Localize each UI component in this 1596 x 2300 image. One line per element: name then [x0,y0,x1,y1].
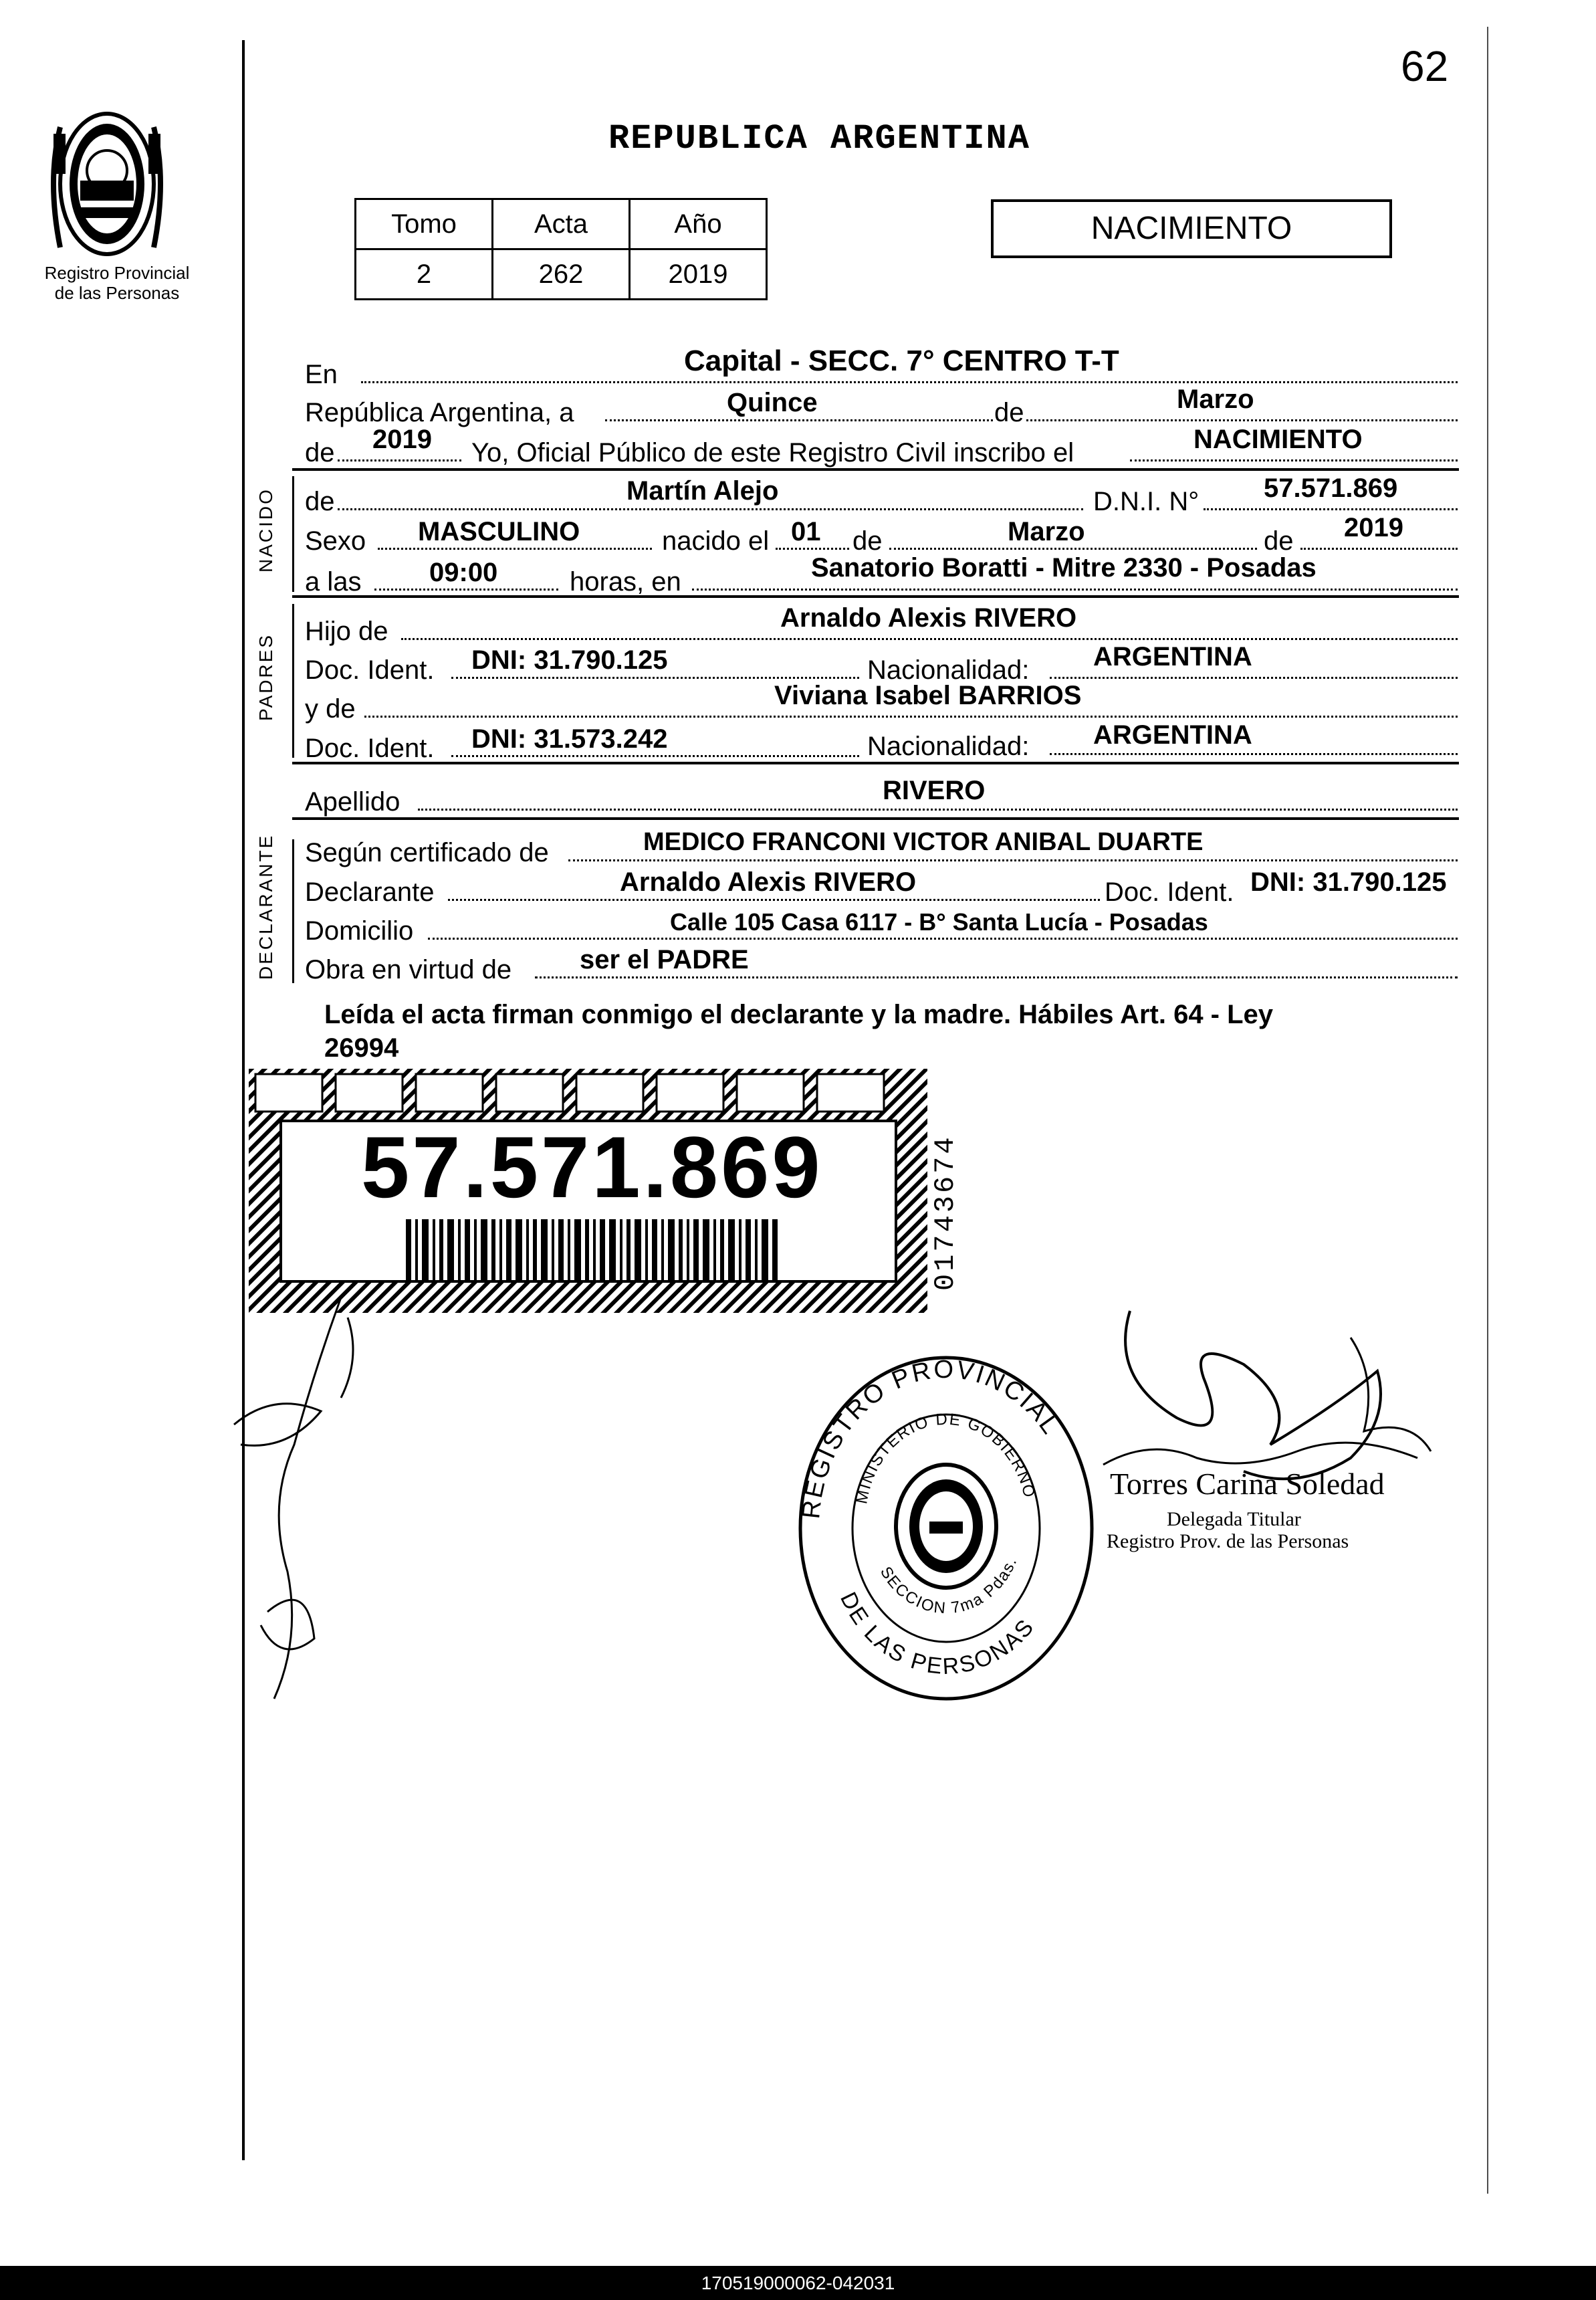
place-dots [692,589,1458,591]
signature-name: Torres Carina Soledad [1110,1467,1385,1501]
child-name: Martín Alejo [626,476,779,506]
signature-title: Delegada Titular [1167,1508,1301,1530]
table-header-acta: Acta [493,199,630,249]
year-value: 2019 [372,425,432,454]
logo-caption-line2: de las Personas [54,283,180,303]
obra-dots [535,976,1458,978]
child-dni: 57.571.869 [1264,474,1398,503]
father-name: Arnaldo Alexis RIVERO [780,603,1077,633]
sticker-barcode [406,1219,780,1283]
apellido-dots [418,809,1458,811]
sexo-value: MASCULINO [418,517,580,546]
segun-label: Según certificado de [305,838,549,867]
mother-doc-label: Doc. Ident. [305,734,435,763]
birth-month-dots [889,548,1257,550]
day-value: Quince [727,388,818,417]
father-doc-label: Doc. Ident. [305,655,435,685]
declarante-doc: DNI: 31.790.125 [1250,867,1447,897]
republica-label: República Argentina, a [305,398,574,427]
table-header-tomo: Tomo [356,199,493,249]
year-dots [338,459,461,461]
separator-1 [292,468,1459,471]
svg-text:DE LAS PERSONAS: DE LAS PERSONAS [835,1588,1040,1680]
birth-year: 2019 [1344,513,1403,542]
mother-nac-dots [1050,753,1458,755]
en-label: En [305,360,338,389]
declarante-bracket [292,839,301,983]
birth-day: 01 [791,517,821,546]
month-value: Marzo [1177,385,1254,414]
svg-text:SECCION 7ma Pdas.: SECCION 7ma Pdas. [876,1554,1021,1618]
mother-nac-label: Nacionalidad: [867,732,1030,761]
mother-doc-dots [451,755,859,757]
dni-label: D.N.I. N° [1093,487,1200,516]
obra-label: Obra en virtud de [305,955,512,984]
margin-scribble [214,1291,368,1719]
separator-2 [292,595,1459,598]
sexo-dots [378,548,652,550]
inscribe-dots [1130,459,1458,461]
table-value-tomo: 2 [356,249,493,300]
mother-dots [364,716,1458,718]
father-nac-label: Nacionalidad: [867,655,1030,685]
a-las-label: a las [305,567,362,597]
father-nationality: ARGENTINA [1093,642,1252,671]
de-label: de [994,398,1024,427]
padres-section-label: PADRES [255,633,276,721]
dni-dots [1204,508,1458,510]
declarante-dots [448,899,1100,901]
cert-dots [568,859,1458,861]
sticker-serial: 01743674 [929,1134,961,1291]
declarante-doc-label: Doc. Ident. [1105,877,1234,907]
svg-text:MINISTERIO DE GOBIERNO: MINISTERIO DE GOBIERNO [852,1410,1039,1505]
table-header-anio: Año [630,199,767,249]
father-doc: DNI: 31.790.125 [471,645,668,675]
inscribe-value: NACIMIENTO [1193,425,1363,454]
apellido-value: RIVERO [883,776,986,805]
nacido-section-label: NACIDO [255,488,276,572]
separator-4 [292,817,1459,820]
padres-bracket [292,604,301,758]
sticker-number: 57.571.869 [361,1118,823,1216]
horas-label: horas, en [570,567,681,597]
register-table [354,198,768,300]
en-value: Capital - SECC. 7° CENTRO T-T [684,344,1119,377]
declarante-label: Declarante [305,877,435,907]
domicilio-label: Domicilio [305,916,414,946]
signature-office: Registro Prov. de las Personas [1107,1530,1349,1552]
mother-doc: DNI: 31.573.242 [471,724,668,754]
mother-name: Viviana Isabel BARRIOS [774,681,1082,710]
nacido-el-label: nacido el [662,526,770,556]
father-doc-dots [451,677,859,679]
nacido-de-label: de [305,487,335,516]
apellido-label: Apellido [305,787,401,817]
act-type-box: NACIMIENTO [991,199,1392,258]
mother-nationality: ARGENTINA [1093,720,1252,750]
separator-3 [292,762,1459,764]
birth-day-dots [776,548,849,550]
father-nac-dots [1050,677,1458,679]
father-dots [401,638,1458,640]
logo-caption-line1: Registro Provincial [44,263,190,283]
en-dots [361,381,1458,383]
table-value-anio: 2019 [630,249,767,300]
declarante-section-label: DECLARANTE [255,833,276,980]
birth-place: Sanatorio Boratti - Mitre 2330 - Posadas [811,553,1317,583]
de-label-2: de [305,438,335,467]
document-title: REPUBLICA ARGENTINA [608,119,1030,159]
nacido-bracket [292,476,301,592]
margin-line [242,40,245,2160]
table-value-acta: 262 [493,249,630,300]
y-de-label: y de [305,694,356,724]
logo-caption [20,263,214,303]
day-dots [605,419,993,421]
oficial-text: Yo, Oficial Público de este Registro Civil inscribo el [471,438,1074,467]
domicilio-dots [428,938,1458,940]
nacido-de-label-2: de [852,526,883,556]
page-number: 62 [1401,42,1449,90]
cert-value: MEDICO FRANCONI VICTOR ANIBAL DUARTE [643,828,1204,856]
right-edge-line [1487,27,1488,2194]
time-dots [374,589,558,591]
province-logo [40,100,174,268]
closing-text-2: 26994 [324,1033,399,1063]
closing-text-1: Leída el acta firman conmigo el declarante y la madre. Hábiles Art. 64 - Ley [324,1000,1274,1029]
declarante-name: Arnaldo Alexis RIVERO [620,867,917,897]
official-stamp [792,1351,1100,1705]
birth-month: Marzo [1008,517,1085,546]
birth-time: 09:00 [429,558,498,587]
sexo-label: Sexo [305,526,366,556]
svg-text:REGISTRO PROVINCIAL: REGISTRO PROVINCIAL [797,1355,1066,1520]
obra-value: ser el PADRE [580,945,749,974]
month-dots [1026,419,1458,421]
hijo-de-label: Hijo de [305,617,388,646]
nacido-de-label-3: de [1264,526,1294,556]
domicilio-value: Calle 105 Casa 6117 - B° Santa Lucía - Posadas [670,908,1208,936]
name-dots [338,508,1083,510]
footer-code: 170519000062-042031 [0,2266,1596,2300]
birth-year-dots [1300,548,1458,550]
